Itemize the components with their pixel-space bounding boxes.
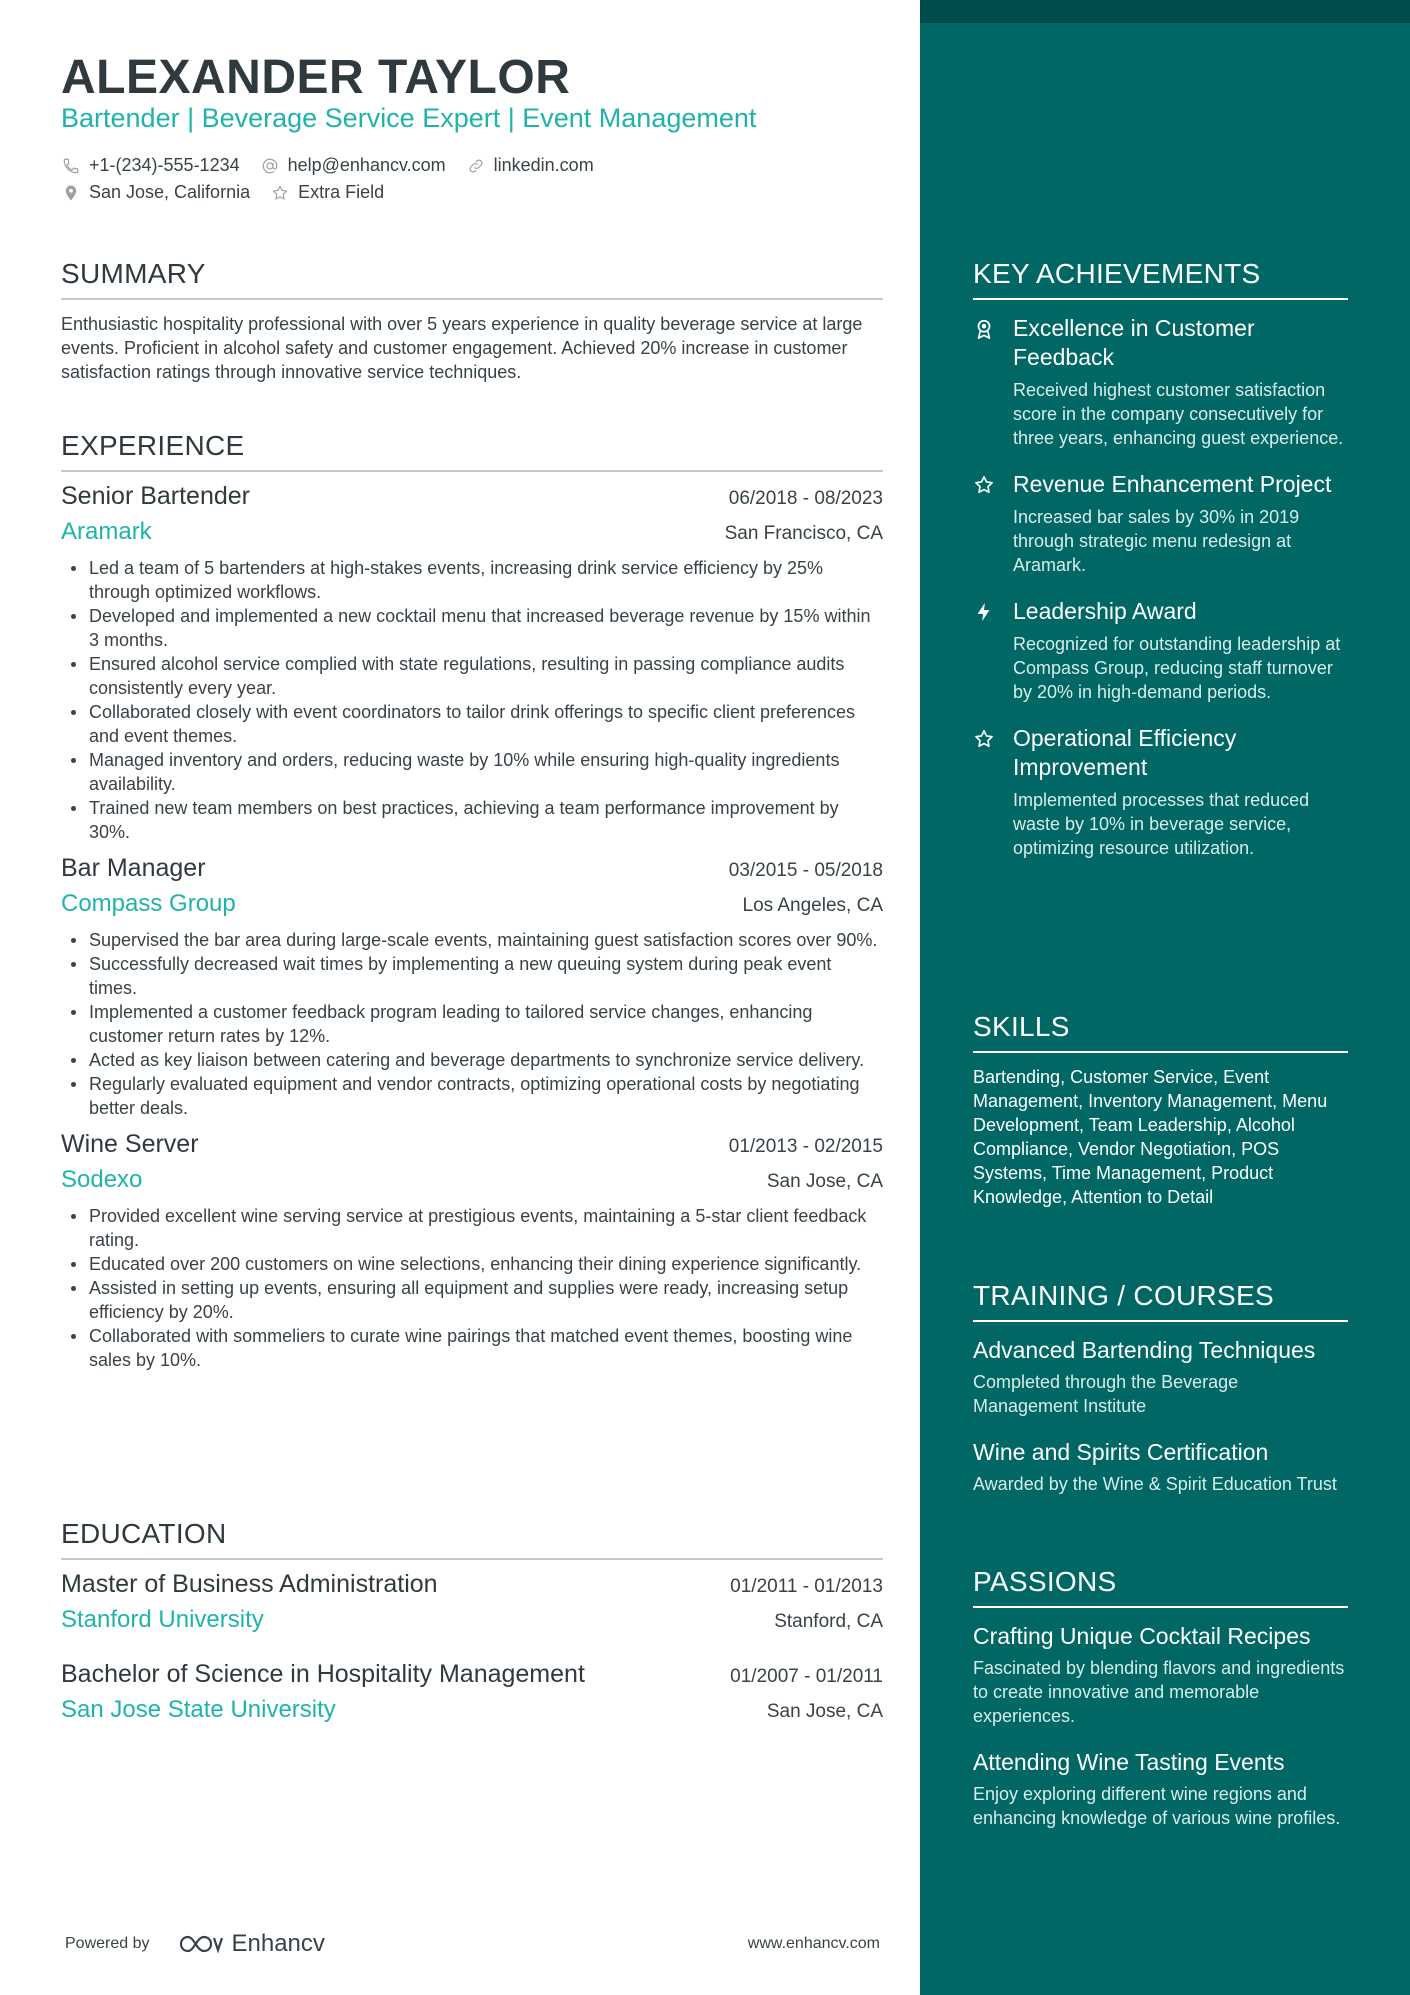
bullet-item: Collaborated with sommeliers to curate wine pairings that matched event themes, boosting wine sales by 10%. (61, 1324, 883, 1372)
contact-email-text: help@enhancv.com (287, 155, 446, 175)
bullet-item: Managed inventory and orders, reducing waste by 10% while ensuring high-quality ingredients availability. (61, 748, 883, 796)
passion-item (973, 1748, 1348, 1830)
education-school: Stanford University (61, 1606, 264, 1633)
training-item (973, 1336, 1348, 1418)
passion-item-desc: Enjoy exploring different wine regions and enhancing knowledge of various wine profiles. (973, 1784, 1341, 1828)
experience-section (61, 430, 883, 1372)
job-date: 06/2018 - 08/2023 (728, 488, 883, 509)
award-icon (973, 314, 1013, 450)
bullet-item: Provided excellent wine serving service at prestigious events, maintaining a 5-star client feedback rating. (61, 1204, 883, 1252)
achievement-item (973, 314, 1348, 450)
education-location: San Jose, CA (766, 1701, 883, 1722)
achievements-title: KEY ACHIEVEMENTS (973, 258, 1348, 300)
bolt-icon (973, 597, 1013, 704)
job-title: Senior Bartender (61, 482, 251, 510)
achievement-title: Revenue Enhancement Project (1013, 471, 1332, 497)
enhancv-logo[interactable] (178, 1930, 325, 1958)
achievement-item (973, 597, 1348, 704)
achievement-desc: Increased bar sales by 30% in 2019 through strategic menu redesign at Aramark. (1013, 507, 1300, 575)
training-item (973, 1438, 1348, 1496)
contact-location (61, 182, 250, 203)
footer (65, 1930, 880, 1958)
passion-item-desc: Fascinated by blending flavors and ingredients to create innovative and memorable experiences. (973, 1658, 1345, 1726)
bullet-item: Led a team of 5 bartenders at high-stakes events, increasing drink service efficiency by 25% through optimized workflows. (61, 556, 883, 604)
job-title: Bar Manager (61, 854, 206, 882)
job-bullets (61, 556, 883, 844)
education-entry (61, 1660, 883, 1730)
job-bullets (61, 928, 883, 1120)
achievement-title: Operational Efficiency Improvement (1013, 725, 1237, 780)
passion-item-title: Crafting Unique Cocktail Recipes (973, 1623, 1311, 1649)
summary-title: SUMMARY (61, 258, 883, 300)
job-company: Aramark (61, 518, 152, 545)
contact-location-text: San Jose, California (89, 182, 251, 202)
job-bullets (61, 1204, 883, 1372)
bullet-item: Developed and implemented a new cocktail menu that increased beverage revenue by 15% within 3 months. (61, 604, 883, 652)
bullet-item: Acted as key liaison between catering and beverage departments to synchronize service delivery. (61, 1048, 883, 1072)
achievement-desc: Implemented processes that reduced waste by 10% in beverage service, optimizing resource utilization. (1013, 790, 1310, 858)
candidate-headline: Bartender | Beverage Service Expert | Event Management (61, 103, 757, 133)
passion-item (973, 1622, 1348, 1728)
summary-section (61, 258, 883, 384)
training-item-desc: Completed through the Beverage Management Institute (973, 1372, 1239, 1416)
phone-icon (61, 156, 81, 176)
achievement-item (973, 470, 1348, 577)
enhancv-logo-icon (178, 1932, 224, 1956)
skills-list: Bartending, Customer Service, Event Management, Inventory Management, Menu Development, Team Leadership, Alcohol Compliance, Vendor Negotiation, POS Systems, Time Management, Product Knowledge, Attention to Detail (973, 1067, 1328, 1207)
education-entry (61, 1570, 883, 1640)
bullet-item: Collaborated closely with event coordinators to tailor drink offerings to specific client preferences and event themes. (61, 700, 883, 748)
footer-url[interactable]: www.enhancv.com (747, 1935, 880, 1952)
skills-title: SKILLS (973, 1011, 1348, 1053)
passions-section (973, 1566, 1348, 1830)
job-location: Los Angeles, CA (742, 895, 883, 916)
achievement-desc: Received highest customer satisfaction score in the company consecutively for three years, enhancing guest experience. (1013, 380, 1344, 448)
star-icon (973, 470, 1013, 577)
contact-email[interactable] (260, 155, 446, 176)
training-section (973, 1280, 1348, 1496)
bullet-item: Regularly evaluated equipment and vendor contracts, optimizing operational costs by negotiating better deals. (61, 1072, 883, 1120)
passion-item-title: Attending Wine Tasting Events (973, 1749, 1285, 1775)
job-entry (61, 854, 883, 1120)
job-date: 03/2015 - 05/2018 (728, 860, 883, 881)
at-icon (260, 156, 280, 176)
contact-phone-text: +1-(234)-555-1234 (89, 155, 240, 175)
candidate-name: ALEXANDER TAYLOR (61, 51, 571, 104)
powered-by-label: Powered by (65, 1935, 150, 1952)
education-degree: Master of Business Administration (61, 1570, 438, 1598)
education-date: 01/2011 - 01/2013 (730, 1576, 883, 1597)
bullet-item: Assisted in setting up events, ensuring all equipment and supplies were ready, increasing setup efficiency by 20%. (61, 1276, 883, 1324)
skills-section (973, 1011, 1348, 1209)
achievements-section (973, 258, 1348, 860)
job-entry (61, 482, 883, 844)
location-pin-icon (61, 183, 81, 203)
training-title: TRAINING / COURSES (973, 1280, 1348, 1322)
summary-text: Enthusiastic hospitality professional with over 5 years experience in quality beverage service at large events. Proficient in alcohol safety and customer engagement. Achieved 20% increase in customer satisfaction ratings through innovative service techniques. (61, 314, 863, 382)
link-icon (466, 156, 486, 176)
training-item-title: Advanced Bartending Techniques (973, 1337, 1316, 1363)
education-degree: Bachelor of Science in Hospitality Management (61, 1660, 585, 1688)
training-item-title: Wine and Spirits Certification (973, 1439, 1269, 1465)
contact-linkedin[interactable] (466, 155, 594, 176)
star-icon (973, 724, 1013, 860)
education-section (61, 1518, 883, 1730)
achievement-title: Leadership Award (1013, 598, 1197, 624)
job-date: 01/2013 - 02/2015 (728, 1136, 883, 1157)
education-date: 01/2007 - 01/2011 (730, 1666, 883, 1687)
bullet-item: Implemented a customer feedback program leading to tailored service changes, enhancing customer return rates by 12%. (61, 1000, 883, 1048)
achievement-desc: Recognized for outstanding leadership at Compass Group, reducing staff turnover by 20% in high-demand periods. (1013, 634, 1341, 702)
education-school: San Jose State University (61, 1696, 336, 1723)
contact-linkedin-text: linkedin.com (493, 155, 594, 175)
job-company: Sodexo (61, 1166, 143, 1193)
job-entry (61, 1130, 883, 1372)
contact-extra (270, 182, 384, 203)
star-outline-icon (270, 183, 290, 203)
passions-title: PASSIONS (973, 1566, 1348, 1608)
contact-info (61, 152, 881, 206)
bullet-item: Successfully decreased wait times by implementing a new queuing system during peak event times. (61, 952, 883, 1000)
training-item-desc: Awarded by the Wine & Spirit Education Trust (973, 1474, 1337, 1494)
enhancv-brand-text: Enhancv (231, 1930, 325, 1957)
achievement-title: Excellence in Customer Feedback (1013, 315, 1255, 370)
job-location: San Jose, CA (766, 1171, 883, 1192)
contact-phone[interactable] (61, 155, 240, 176)
job-location: San Francisco, CA (724, 523, 883, 544)
experience-title: EXPERIENCE (61, 430, 883, 472)
bullet-item: Supervised the bar area during large-scale events, maintaining guest satisfaction scores over 90%. (61, 928, 883, 952)
achievement-item (973, 724, 1348, 860)
sidebar-top-bar (920, 0, 1410, 23)
bullet-item: Trained new team members on best practices, achieving a team performance improvement by 30%. (61, 796, 883, 844)
bullet-item: Ensured alcohol service complied with state regulations, resulting in passing compliance audits consistently every year. (61, 652, 883, 700)
bullet-item: Educated over 200 customers on wine selections, enhancing their dining experience significantly. (61, 1252, 883, 1276)
job-title: Wine Server (61, 1130, 199, 1158)
contact-extra-text: Extra Field (298, 182, 385, 202)
education-title: EDUCATION (61, 1518, 883, 1560)
education-location: Stanford, CA (774, 1611, 883, 1632)
job-company: Compass Group (61, 890, 236, 917)
